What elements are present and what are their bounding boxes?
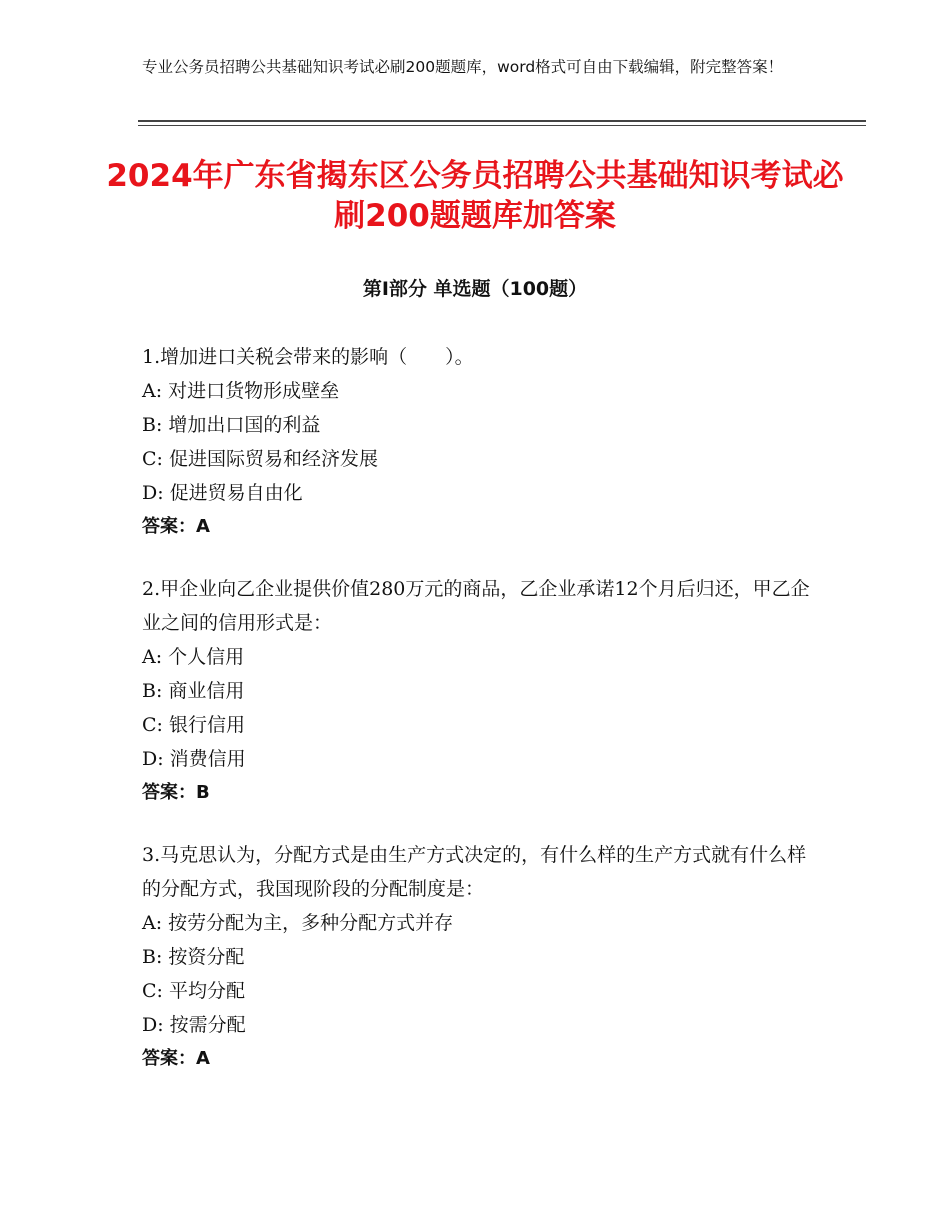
option-a: A: 对进口货物形成壁垒 (142, 380, 340, 402)
question-stem: 3.马克思认为，分配方式是由生产方式决定的，有什么样的生产方式就有什么样的分配方式，我国现阶段的分配制度是： (142, 844, 807, 900)
option-c: C: 平均分配 (142, 980, 245, 1002)
question-3 (142, 838, 822, 1076)
question-list (142, 340, 822, 1104)
option-b: B: 增加出口国的利益 (142, 414, 321, 436)
option-a: A: 按劳分配为主，多种分配方式并存 (142, 912, 454, 934)
option-d: D: 消费信用 (142, 748, 246, 770)
answer: 答案：A (142, 1048, 210, 1069)
document-title: 2024年广东省揭东区公务员招聘公共基础知识考试必刷200题题库加答案 (106, 158, 844, 234)
option-b: B: 按资分配 (142, 946, 245, 968)
header-divider-thick (138, 120, 866, 122)
option-c: C: 促进国际贸易和经济发展 (142, 448, 378, 470)
answer: 答案：B (142, 782, 210, 803)
header-divider-thin (138, 125, 866, 126)
option-d: D: 按需分配 (142, 1014, 246, 1036)
question-1 (142, 340, 822, 544)
answer: 答案：A (142, 516, 210, 537)
question-stem: 1.增加进口关税会带来的影响（ ）。 (142, 346, 474, 368)
option-c: C: 银行信用 (142, 714, 245, 736)
option-d: D: 促进贸易自由化 (142, 482, 303, 504)
option-b: B: 商业信用 (142, 680, 245, 702)
option-a: A: 个人信用 (142, 646, 245, 668)
header-note: 专业公务员招聘公共基础知识考试必刷200题题库，word格式可自由下载编辑，附完整答案！ (142, 58, 784, 76)
question-stem: 2.甲企业向乙企业提供价值280万元的商品，乙企业承诺12个月后归还，甲乙企业之间的信用形式是： (142, 578, 810, 634)
question-2 (142, 572, 822, 810)
section-title: 第Ⅰ部分 单选题（100题） (362, 278, 588, 300)
